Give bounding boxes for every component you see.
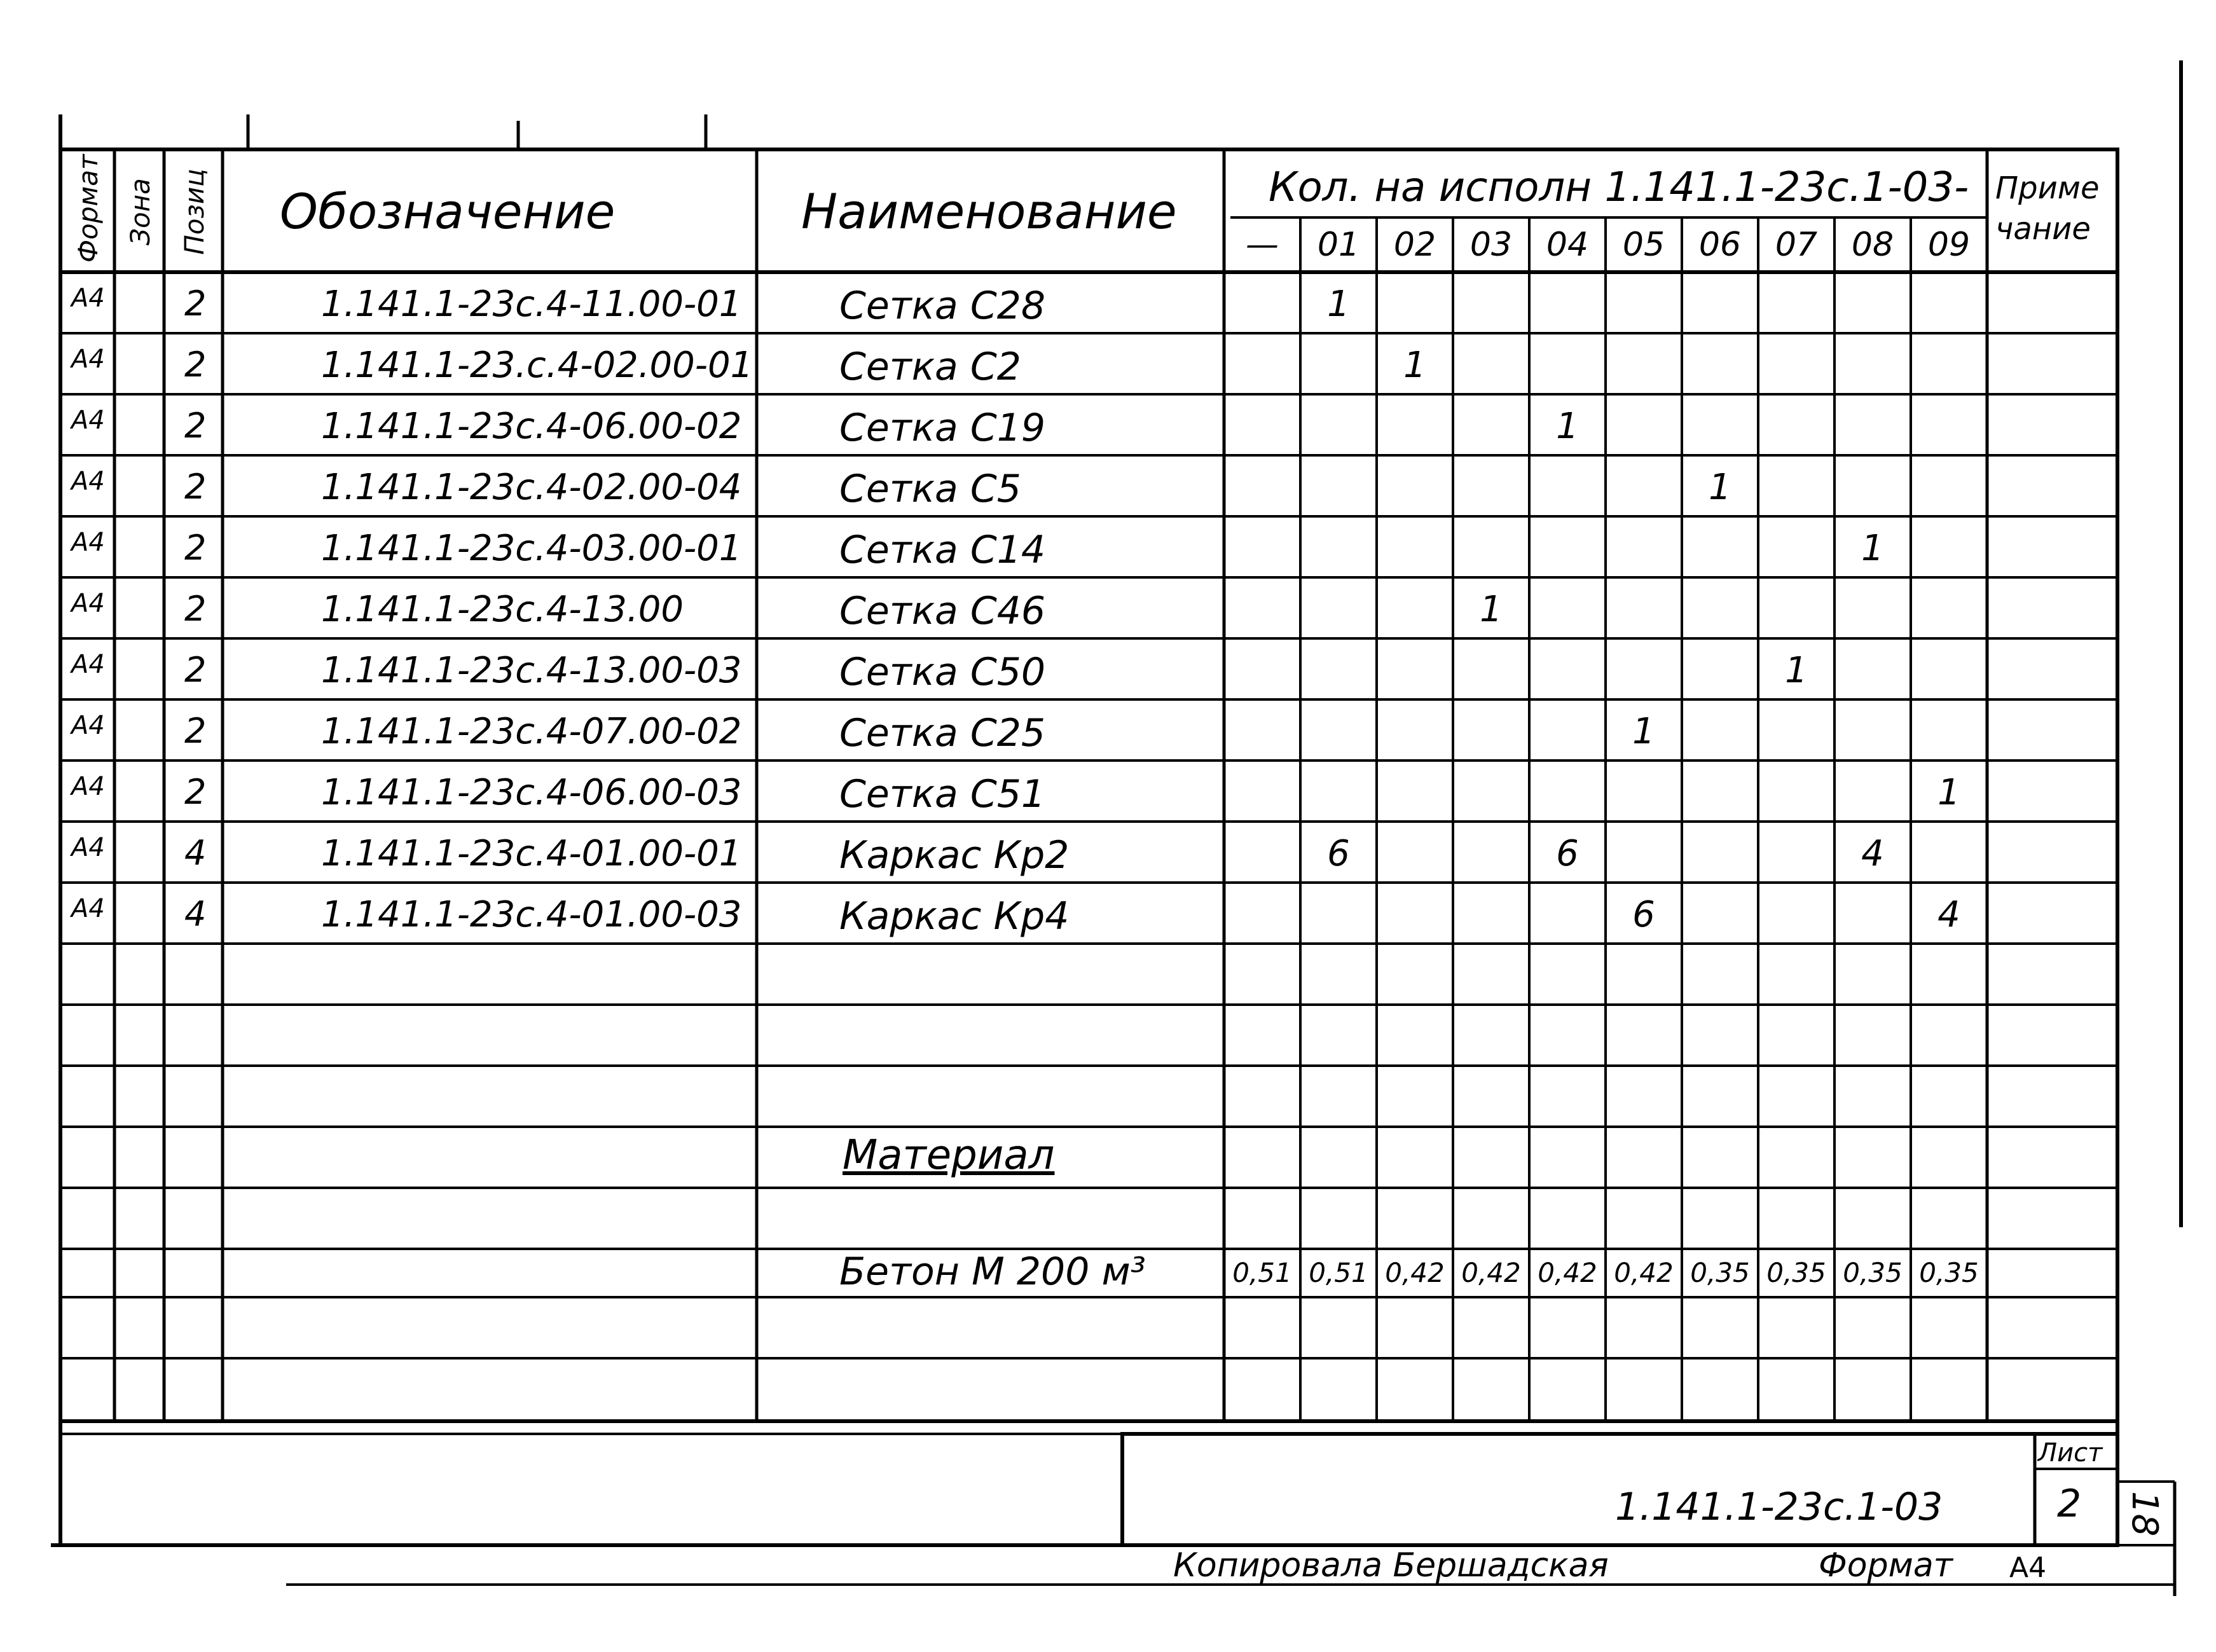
row-qty-cell: 4 <box>1937 894 1960 935</box>
variant-header: 03 <box>1469 226 1513 264</box>
row-format: А4 <box>71 345 105 374</box>
row-qty-cell: 1 <box>1327 284 1350 325</box>
variant-header: — <box>1246 226 1279 264</box>
row-name: Сетка С14 <box>839 528 1046 572</box>
row-designation: 1.141.1-23с.4-13.00-03 <box>321 650 742 691</box>
col-position-header: Позиц <box>179 169 210 255</box>
qty-header-title: Кол. на исполн 1.141.1-23с.1-03- <box>1269 164 1969 211</box>
row-qty-cell: 1 <box>1937 772 1960 813</box>
variant-header: 01 <box>1317 226 1360 264</box>
side-number: 18 <box>2124 1491 2165 1537</box>
format-value: А4 <box>2009 1552 2047 1584</box>
row-designation: 1.141.1-23с.4-01.00-03 <box>321 894 742 935</box>
row-position: 2 <box>184 406 207 446</box>
concrete-value: 0,35 <box>1766 1257 1826 1288</box>
concrete-value: 0,42 <box>1461 1257 1521 1288</box>
row-designation: 1.141.1-23.с.4-02.00-01 <box>321 345 754 386</box>
row-qty-cell: 6 <box>1327 833 1350 874</box>
col-name-header: Наименование <box>801 183 1177 240</box>
concrete-value: 0,35 <box>1690 1257 1750 1288</box>
sheet-number: 2 <box>2057 1482 2082 1526</box>
variant-header: 04 <box>1546 226 1589 264</box>
variant-header: 08 <box>1851 226 1894 264</box>
row-designation: 1.141.1-23с.4-03.00-01 <box>321 528 742 569</box>
col-zone-header: Зона <box>125 178 156 245</box>
row-format: А4 <box>71 711 105 740</box>
row-qty-cell: 1 <box>1861 528 1884 569</box>
row-qty-cell: 4 <box>1861 833 1884 874</box>
row-designation: 1.141.1-23с.4-01.00-01 <box>321 833 742 874</box>
row-format: А4 <box>71 284 105 313</box>
row-name: Сетка С5 <box>839 467 1021 511</box>
concrete-value: 0,42 <box>1614 1257 1674 1288</box>
row-position: 4 <box>184 833 207 873</box>
row-name: Сетка С19 <box>839 406 1046 450</box>
row-qty-cell: 1 <box>1709 467 1731 508</box>
row-name: Каркас Кр4 <box>839 894 1070 939</box>
row-designation: 1.141.1-23с.4-13.00 <box>321 589 684 630</box>
concrete-value: 0,35 <box>1919 1257 1979 1288</box>
concrete-value: 0,42 <box>1385 1257 1445 1288</box>
row-format: А4 <box>71 650 105 679</box>
concrete-value: 0,42 <box>1538 1257 1597 1288</box>
row-designation: 1.141.1-23с.4-02.00-04 <box>321 467 742 508</box>
row-name: Сетка С51 <box>839 772 1046 816</box>
concrete-value: 0,51 <box>1232 1257 1292 1288</box>
copied-by: Копировала Бершадская <box>1173 1546 1609 1585</box>
row-position: 2 <box>184 711 207 751</box>
row-name: Сетка С2 <box>839 345 1021 389</box>
variant-header: 02 <box>1393 226 1436 264</box>
row-qty-cell: 1 <box>1632 711 1655 752</box>
row-qty-cell: 1 <box>1403 345 1426 386</box>
row-position: 2 <box>184 284 207 324</box>
row-format: А4 <box>71 589 105 618</box>
concrete-label: Бетон М 200 м³ <box>839 1249 1146 1294</box>
row-format: А4 <box>71 833 105 862</box>
col-note-header-line1: Приме <box>1995 170 2100 206</box>
col-designation-header: Обозначение <box>280 183 616 240</box>
col-note-header-line2: чание <box>1995 211 2091 247</box>
variant-header: 05 <box>1622 226 1665 264</box>
row-qty-cell: 1 <box>1480 589 1503 630</box>
concrete-value: 0,51 <box>1309 1257 1368 1288</box>
row-name: Сетка С28 <box>839 284 1046 328</box>
row-designation: 1.141.1-23с.4-07.00-02 <box>321 711 742 752</box>
row-position: 2 <box>184 772 207 812</box>
row-name: Каркас Кр2 <box>839 833 1070 878</box>
row-qty-cell: 1 <box>1785 650 1808 691</box>
variant-header: 09 <box>1927 226 1971 264</box>
col-format-header: Формат <box>72 154 104 263</box>
row-format: А4 <box>71 894 105 923</box>
materials-heading: Материал <box>843 1132 1055 1179</box>
row-qty-cell: 6 <box>1556 833 1579 874</box>
row-name: Сетка С25 <box>839 711 1046 755</box>
concrete-value: 0,35 <box>1843 1257 1903 1288</box>
format-label: Формат <box>1819 1546 1953 1585</box>
row-position: 4 <box>184 894 207 934</box>
row-name: Сетка С46 <box>839 589 1046 633</box>
row-designation: 1.141.1-23с.4-06.00-03 <box>321 772 742 813</box>
row-format: А4 <box>71 528 105 557</box>
row-format: А4 <box>71 772 105 801</box>
row-position: 2 <box>184 650 207 690</box>
row-position: 2 <box>184 589 207 629</box>
document-code: 1.141.1-23с.1-03 <box>1615 1485 1943 1529</box>
row-position: 2 <box>184 345 207 385</box>
variant-header: 07 <box>1775 226 1818 264</box>
variant-header: 06 <box>1698 226 1742 264</box>
row-format: А4 <box>71 467 105 496</box>
row-name: Сетка С50 <box>839 650 1046 694</box>
row-format: А4 <box>71 406 105 435</box>
row-qty-cell: 1 <box>1556 406 1579 447</box>
row-qty-cell: 6 <box>1632 894 1655 935</box>
row-designation: 1.141.1-23с.4-06.00-02 <box>321 406 742 447</box>
row-position: 2 <box>184 528 207 568</box>
sheet-label: Лист <box>2038 1438 2103 1468</box>
row-position: 2 <box>184 467 207 507</box>
row-designation: 1.141.1-23с.4-11.00-01 <box>321 284 742 325</box>
